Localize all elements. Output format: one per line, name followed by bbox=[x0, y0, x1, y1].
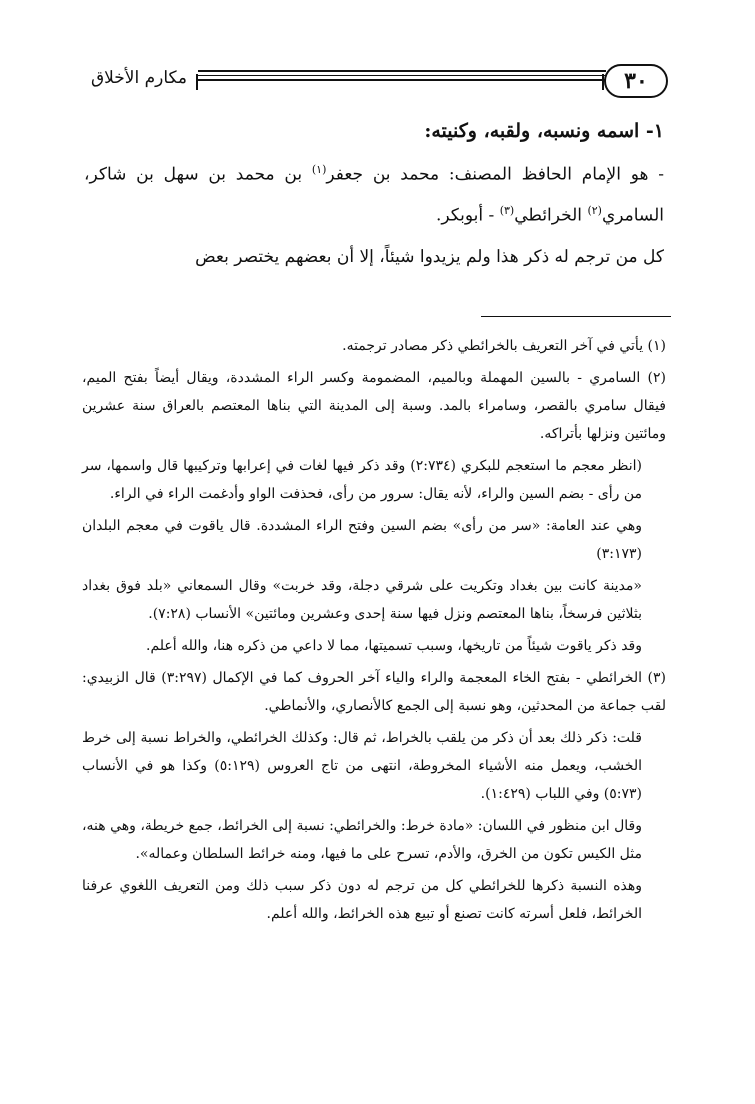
footnote-continuation: وهذه النسبة ذكرها للخرائطي كل من ترجم له دون ذكر سبب ذلك ومن التعريف اللغوي عرفنا الخرائط، فلعل أسرته كانت تصنع أو تبيع هذه الخرائط، والله أعلم. bbox=[82, 878, 642, 922]
page-number: ٣٠ bbox=[604, 64, 668, 98]
main-text bbox=[84, 114, 664, 281]
footnote-continuation: قلت: ذكر ذلك بعد أن ذكر من يلقب بالخراط، ثم قال: وكذلك الخرائطي، والخراط نسبة إلى خرط الخشب، ويعمل منه الأشياء المخروطة، انتهى من تاج العروس (٥:١٢٩) وكذا هو في الأنساب (٥:٧٣) وفي اللباب (١:٤٢٩). bbox=[82, 730, 642, 802]
body-text: - أبوبكر. bbox=[435, 205, 500, 226]
footnote-continuation: وهي عند العامة: «سر من رأى» بضم السين وفتح الراء المشددة. قال ياقوت في معجم البلدان (٣:١٧٣) bbox=[82, 518, 642, 562]
body-text: - هو الإمام الحافظ المصنف: محمد بن جعفر bbox=[326, 164, 664, 185]
footnote: (٢) السامري - بالسين المهملة وبالميم، المضمومة وكسر الراء المشددة، ويقال أيضاً بفتح الميم، فيقال سامري بالقصر، وسامراء بالمد. وسبة إلى المدينة التي بناها المعتصم بالعراق سنة عشرين ومائتين ونزلها بأتراكه. bbox=[82, 370, 666, 442]
footnote-separator bbox=[481, 316, 671, 317]
header-rule bbox=[198, 70, 606, 84]
footnote-continuation: وقال ابن منظور في اللسان: «مادة خرط: والخرائطي: نسبة إلى الخرائط، جمع خريطة، وهي هنه، مثل الكيس تكون من الخرق، والأدم، تسرح على ما فيها، ومنه خرائط السلطان وعماله». bbox=[82, 818, 642, 862]
book-title: مكارم الأخلاق bbox=[90, 68, 188, 88]
footnote-ref: (٣) bbox=[499, 203, 515, 217]
footnote-ref: (١) bbox=[311, 163, 327, 176]
body-text: الخرائطي bbox=[514, 205, 588, 226]
footnote-ref: (٢) bbox=[587, 203, 602, 217]
footnote: (٣) الخرائطي - بفتح الخاء المعجمة والراء والياء آخر الحروف كما في الإكمال (٣:٢٩٧) قال الزبيدي: لقب جماعة من المحدثين، وهو نسبة إلى الجمع كالأنصاري، والأنماطي. bbox=[82, 670, 666, 714]
body-paragraph: كل من ترجم له ذكر هذا ولم يزيدوا شيئاً، إلا أن بعضهم يختصر بعض bbox=[195, 247, 664, 268]
footnote: (١) يأتي في آخر التعريف بالخرائطي ذكر مصادر ترجمته. bbox=[342, 338, 666, 354]
footnote-continuation: وقد ذكر ياقوت شيئاً من تاريخها، وسبب تسميتها، مما لا داعي من ذكره هنا، والله أعلم. bbox=[146, 638, 642, 654]
footnote-continuation: (انظر معجم ما استعجم للبكري (٢:٧٣٤) وقد ذكر فيها لغات في إعرابها وتركيبها قال واسمها، سر من رأى - بضم السين والراء، لأنه يقال: سرور من رأى، فحذفت الواو وأدغمت الراء في الراء. bbox=[82, 458, 642, 502]
body-paragraph bbox=[84, 152, 664, 233]
section-heading: ١- اسمه ونسبه، ولقبه، وكنيته: bbox=[424, 120, 664, 142]
footnote-continuation: «مدينة كانت بين بغداد وتكريت على شرقي دجلة، وقد خربت» وقال السمعاني «بلد فوق بغداد بثلاثين فرسخاً، بناها المعتصم ونزل فيها سنة إحدى وعشرين ومائتين» الأنساب (٧:٢٨). bbox=[82, 578, 642, 622]
page-header bbox=[80, 62, 668, 102]
body-text: بن محمد بن سهل بن شاكر، السامري bbox=[84, 164, 664, 226]
footnotes bbox=[82, 332, 666, 932]
